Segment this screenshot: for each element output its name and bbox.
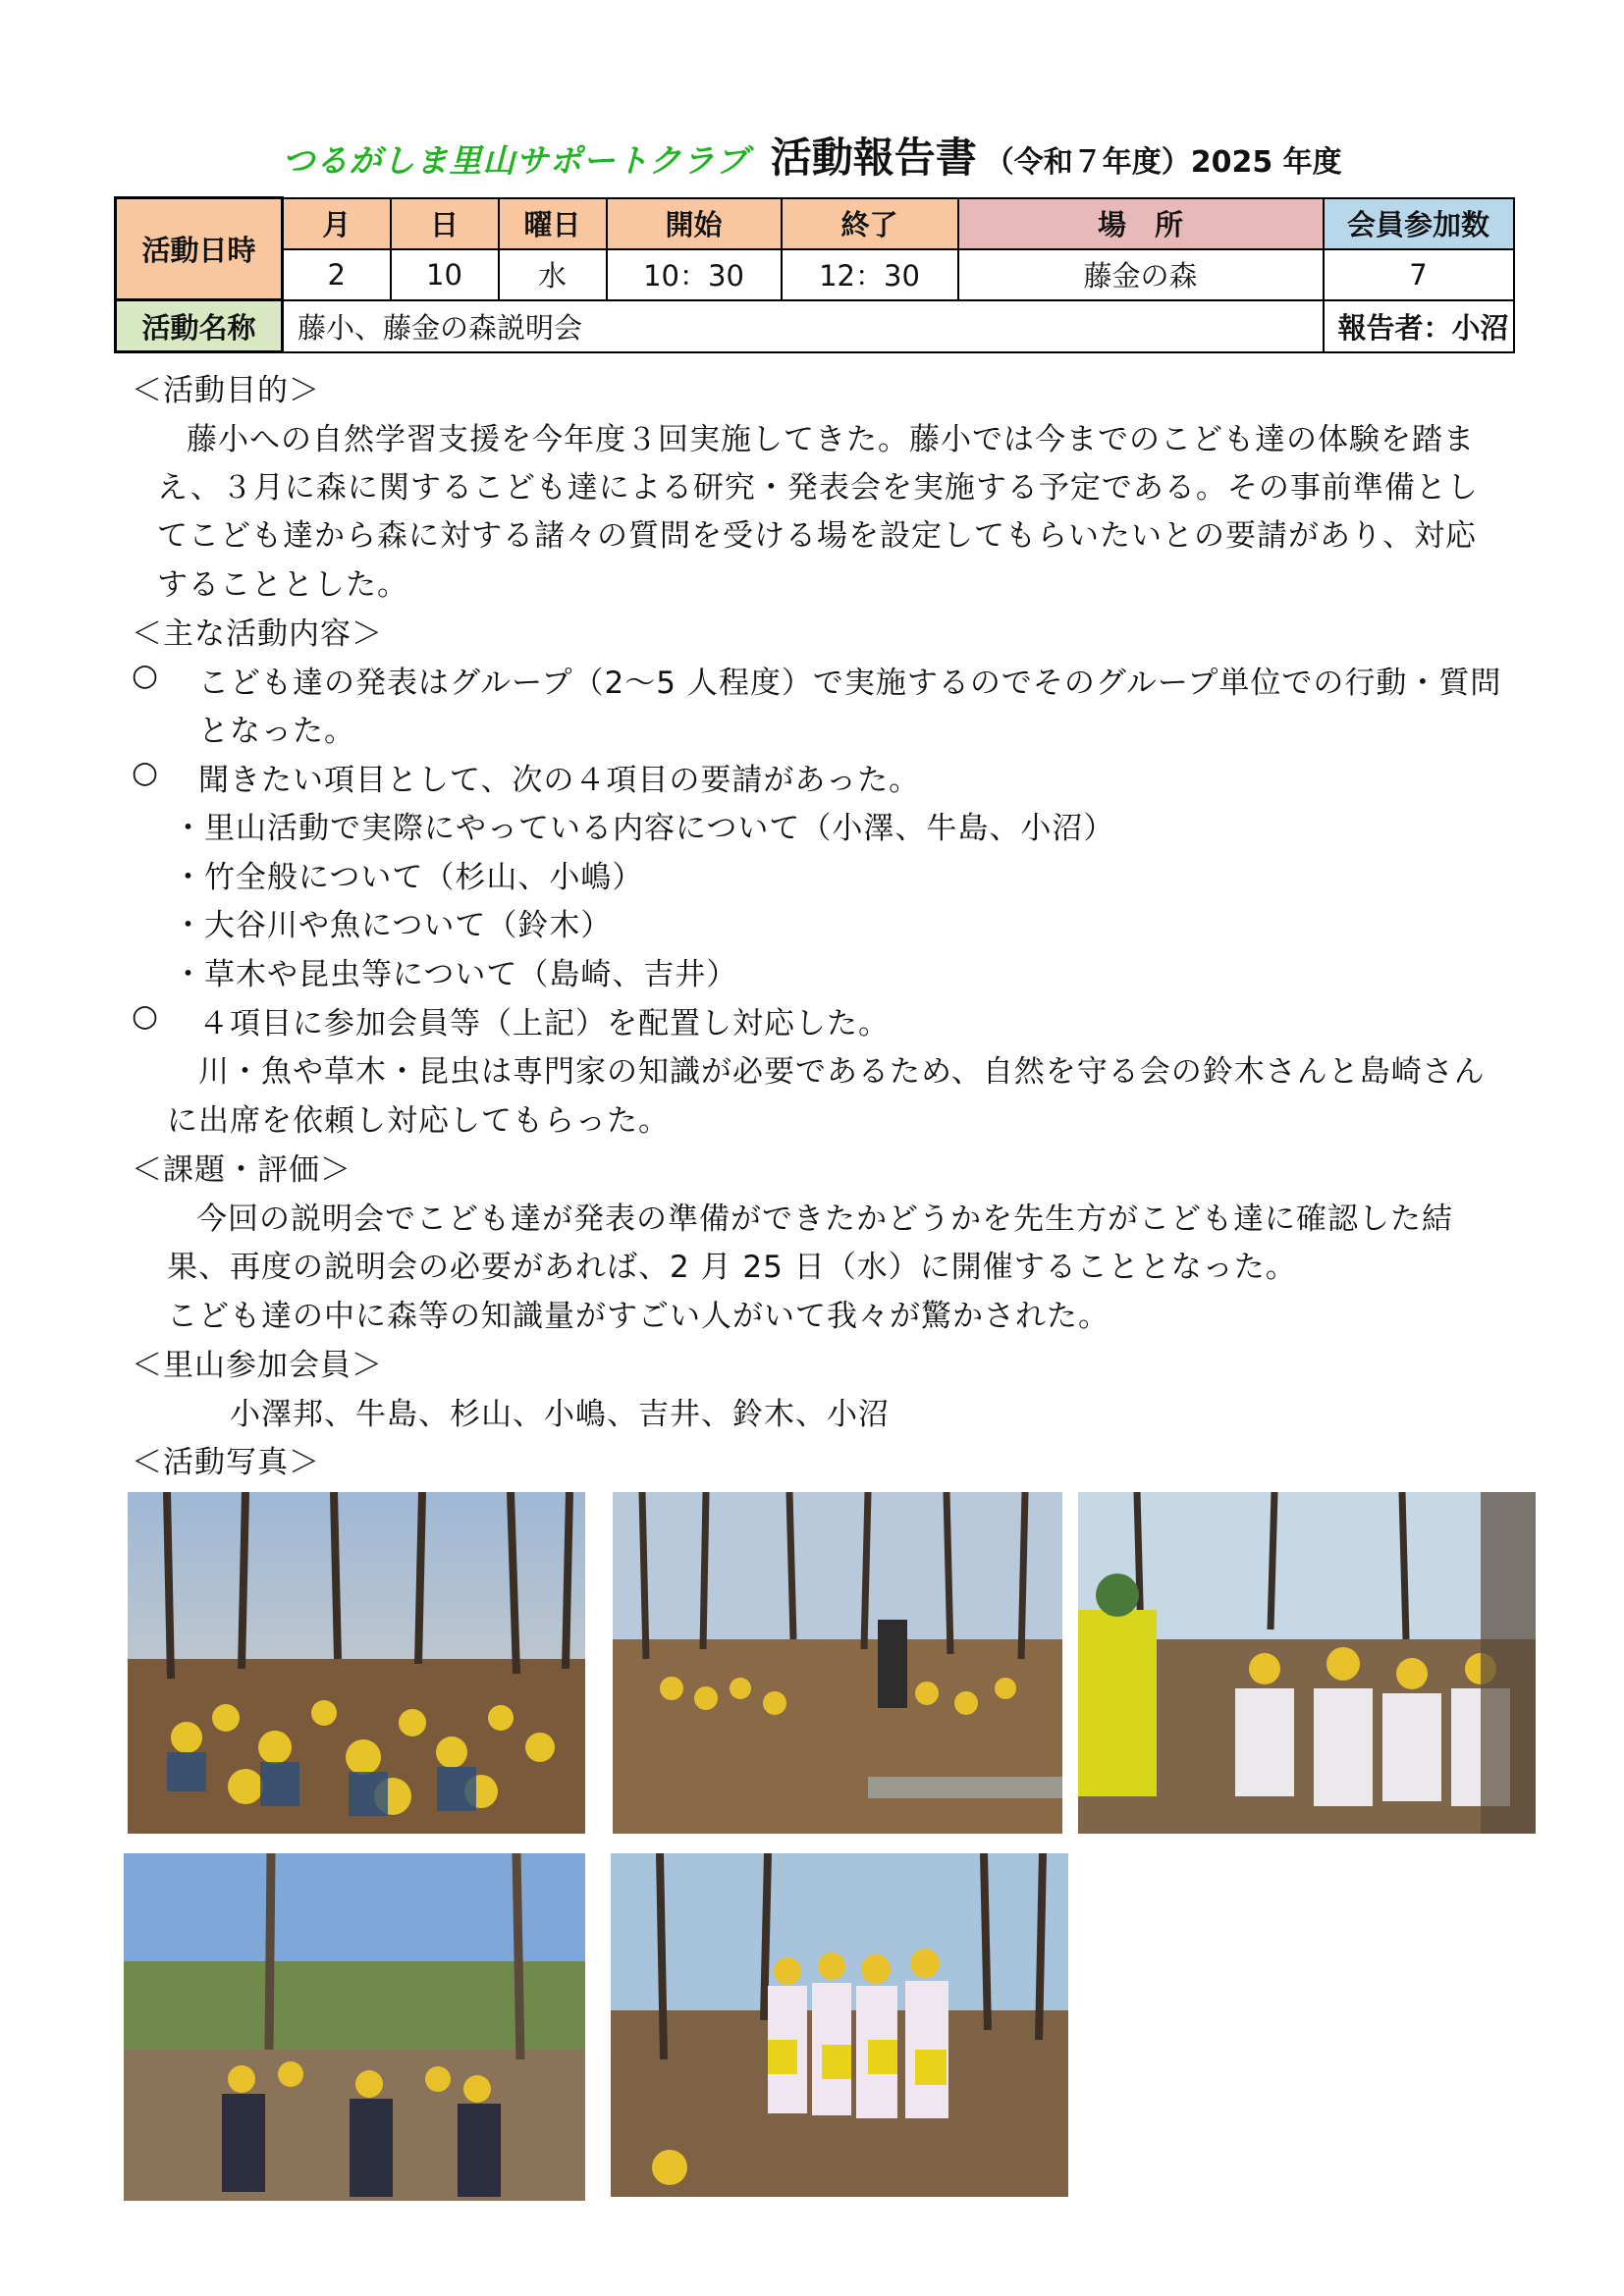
- topic-item: ・草木や昆虫等について（島崎、吉井）: [173, 957, 738, 992]
- fiscal-year: （令和７年度）2025 年度: [984, 145, 1342, 180]
- activity-name-label: 活動名称: [116, 300, 283, 352]
- circle-bullet: ○: [132, 755, 160, 790]
- topic-item: ・竹全般について（杉山、小嶋）: [173, 860, 644, 895]
- circle-bullet: ○: [132, 998, 160, 1034]
- members-list: 小澤邦、牛島、杉山、小嶋、吉井、鈴木、小沼: [230, 1397, 890, 1432]
- members-header: 会員参加数: [1324, 198, 1514, 249]
- activity-info-table: [114, 196, 1515, 353]
- members-value: 7: [1324, 249, 1514, 300]
- purpose-heading: ＜活動目的＞: [132, 373, 320, 408]
- content-item-1-cont: となった。: [198, 714, 355, 749]
- report-title: 活動報告書: [770, 133, 977, 182]
- purpose-line: てこども達から森に対する諸々の質問を受ける場を設定してもらいたいとの要請があり、対応: [157, 518, 1477, 554]
- purpose-line: することとした。: [157, 567, 408, 603]
- weekday-value: 水: [499, 249, 607, 300]
- activity-name-value: 藤小、藤金の森説明会: [283, 300, 1324, 352]
- evaluation-heading: ＜課題・評価＞: [132, 1152, 352, 1188]
- month-header: 月: [283, 198, 391, 249]
- start-value: 10：30: [607, 249, 782, 300]
- day-header: 日: [391, 198, 499, 249]
- circle-bullet: ○: [132, 658, 160, 693]
- reporter: 報告者：小沼: [1324, 300, 1514, 352]
- content-item-3-cont: に出席を依頼し対応してもらった。: [167, 1103, 670, 1139]
- start-header: 開始: [607, 198, 782, 249]
- end-value: 12：30: [782, 249, 958, 300]
- content-item-3: ４項目に参加会員等（上記）を配置し対応した。: [198, 1006, 890, 1041]
- topic-item: ・里山活動で実際にやっている内容について（小澤、牛島、小沼）: [173, 811, 1115, 846]
- photos-heading: ＜活動写真＞: [132, 1445, 320, 1480]
- members-heading: ＜里山参加会員＞: [132, 1348, 383, 1383]
- place-header: 場 所: [958, 198, 1324, 249]
- datetime-label: 活動日時: [116, 198, 283, 300]
- document-title: [0, 126, 1624, 185]
- activity-photo-2: [613, 1492, 1062, 1834]
- topic-item: ・大谷川や魚について（鈴木）: [173, 908, 613, 943]
- evaluation-line: こども達の中に森等の知識量がすごい人がいて我々が驚かされた。: [167, 1299, 1110, 1334]
- weekday-header: 曜日: [499, 198, 607, 249]
- evaluation-line: 果、再度の説明会の必要があれば、2 月 25 日（水）に開催することとなった。: [167, 1250, 1297, 1285]
- month-value: 2: [283, 249, 391, 300]
- club-name: つるがしま里山サポートクラブ: [282, 141, 749, 180]
- activity-photo-3: [1078, 1492, 1536, 1834]
- purpose-line: 藤小への自然学習支援を今年度３回実施してきた。藤小では今までのこども達の体験を踏ま: [187, 422, 1475, 457]
- content-item-2: 聞きたい項目として、次の４項目の要請があった。: [198, 763, 921, 798]
- activity-photo-1: [128, 1492, 585, 1834]
- purpose-line: え、３月に森に関するこども達による研究・発表会を実施する予定である。その事前準備とし: [157, 470, 1479, 506]
- evaluation-line: 今回の説明会でこども達が発表の準備ができたかどうかを先生方がこども達に確認した結: [196, 1201, 1453, 1237]
- day-value: 10: [391, 249, 499, 300]
- place-value: 藤金の森: [958, 249, 1324, 300]
- content-heading: ＜主な活動内容＞: [132, 616, 383, 652]
- activity-photo-5: [611, 1853, 1068, 2197]
- content-item-1: こども達の発表はグループ（2～5 人程度）で実施するのでそのグループ単位での行動・質問: [198, 666, 1502, 701]
- activity-photo-4: [124, 1853, 585, 2201]
- content-item-3-cont: 川・魚や草木・昆虫は専門家の知識が必要であるため、自然を守る会の鈴木さんと島崎さん: [198, 1054, 1486, 1090]
- end-header: 終了: [782, 198, 958, 249]
